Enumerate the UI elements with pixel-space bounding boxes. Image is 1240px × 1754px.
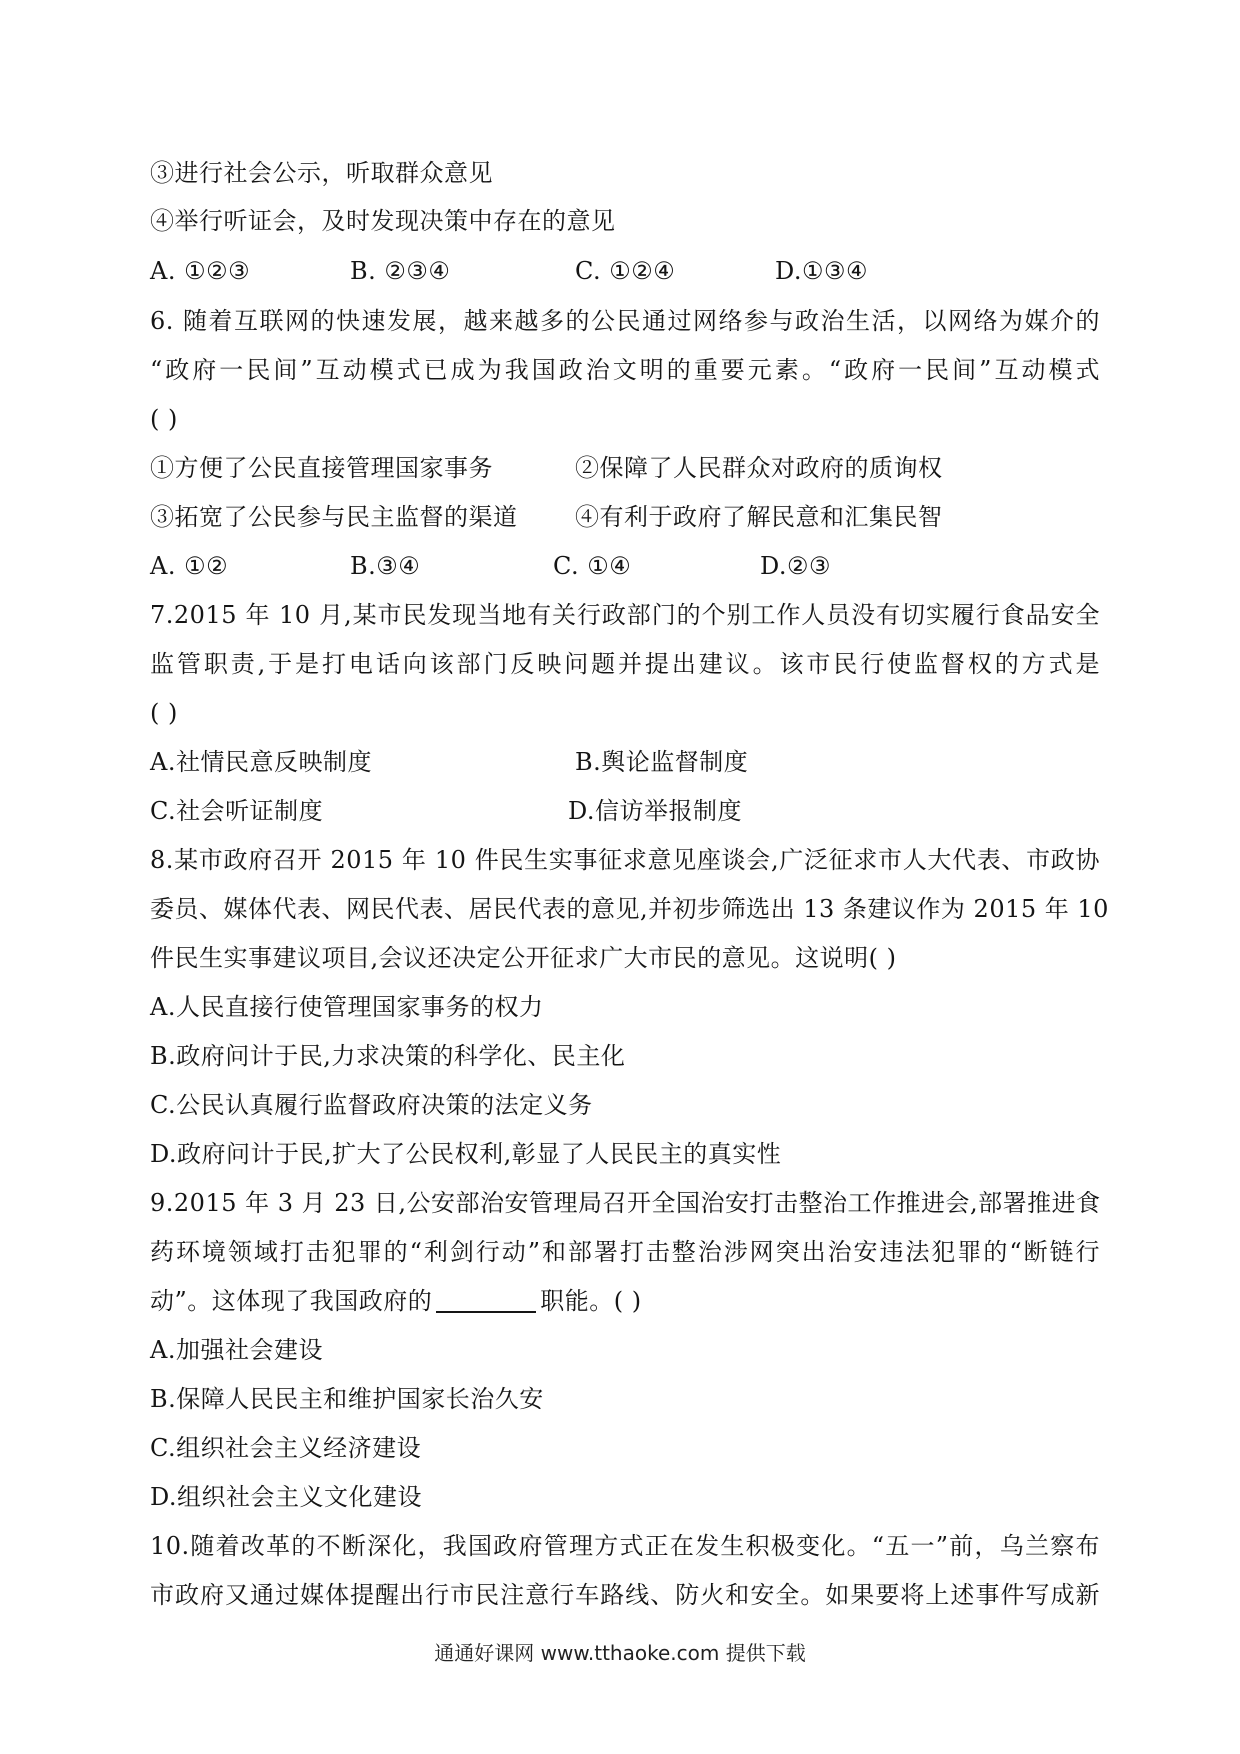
q6-item-1: ①方便了公民直接管理国家事务 [150, 454, 493, 482]
q9-option-c: C.组织社会主义经济建设 [150, 1434, 422, 1462]
q6-item-4: ④有利于政府了解民意和汇集民智 [575, 503, 943, 531]
q6-option-a: A. ①② [150, 552, 229, 580]
q7-option-a: A.社情民意反映制度 [150, 748, 372, 776]
page-footer: 通通好课网 www.tthaoke.com 提供下载 [434, 1641, 806, 1665]
q9-stem-line-2: 药环境领域打击犯罪的“利剑行动”和部署打击整治涉网突出治安违法犯罪的“断链行 [150, 1238, 1100, 1266]
q10-stem-line-1: 10.随着改革的不断深化，我国政府管理方式正在发生积极变化。“五一”前，乌兰察布 [150, 1532, 1100, 1560]
q6-stem-line-1: 6. 随着互联网的快速发展，越来越多的公民通过网络参与政治生活，以网络为媒介的 [150, 307, 1100, 335]
q7-answer-paren: ( ) [150, 699, 178, 727]
q5-item-3: ③进行社会公示，听取群众意见 [150, 159, 493, 187]
q10-stem-line-2: 市政府又通过媒体提醒出行市民注意行车路线、防火和安全。如果要将上述事件写成新 [150, 1581, 1100, 1609]
q6-answer-paren: ( ) [150, 405, 178, 433]
q6-option-b: B.③④ [350, 552, 421, 580]
q6-item-2: ②保障了人民群众对政府的质询权 [575, 454, 943, 482]
q9-option-d: D.组织社会主义文化建设 [150, 1483, 423, 1511]
q5-option-d: D.①③④ [775, 257, 869, 285]
q5-item-4: ④举行听证会，及时发现决策中存在的意见 [150, 207, 616, 235]
q9-stem-line-1: 9.2015 年 3 月 23 日,公安部治安管理局召开全国治安打击整治工作推进会,部署推进食 [150, 1189, 1101, 1217]
q8-option-a: A.人民直接行使管理国家事务的权力 [150, 993, 544, 1021]
q7-option-c: C.社会听证制度 [150, 797, 324, 825]
q9-option-a: A.加强社会建设 [150, 1336, 323, 1364]
q6-item-3: ③拓宽了公民参与民主监督的渠道 [150, 503, 518, 531]
q6-option-c: C. ①④ [553, 552, 632, 580]
q9-option-b: B.保障人民民主和维护国家长治久安 [150, 1385, 544, 1413]
q7-option-d: D.信访举报制度 [568, 797, 743, 825]
q7-option-b: B.舆论监督制度 [575, 748, 749, 776]
q8-option-c: C.公民认真履行监督政府决策的法定义务 [150, 1091, 593, 1119]
q9-stem-line-3 [150, 1286, 642, 1316]
q5-option-a: A. ①②③ [150, 257, 251, 285]
q5-option-c: C. ①②④ [575, 257, 676, 285]
q8-stem-line-3: 件民生实事建议项目,会议还决定公开征求广大市民的意见。这说明( ) [150, 944, 897, 972]
q7-stem-line-1: 7.2015 年 10 月,某市民发现当地有关行政部门的个别工作人员没有切实履行食品安全 [150, 601, 1100, 629]
q8-stem-line-2: 委员、媒体代表、网民代表、居民代表的意见,并初步筛选出 13 条建议作为 2015 年 10 [150, 895, 1109, 923]
q9-stem-after-blank: 职能。( ) [540, 1287, 642, 1315]
q9-stem-before-blank: 动”。这体现了我国政府的 [150, 1287, 433, 1315]
q7-stem-line-2: 监管职责,于是打电话向该部门反映问题并提出建议。该市民行使监督权的方式是 [150, 650, 1100, 678]
q8-option-d: D.政府问计于民,扩大了公民权利,彰显了人民民主的真实性 [150, 1140, 782, 1168]
q6-stem-line-2: “政府一民间”互动模式已成为我国政治文明的重要元素。“政府一民间”互动模式 [150, 356, 1100, 384]
q8-option-b: B.政府问计于民,力求决策的科学化、民主化 [150, 1042, 626, 1070]
q6-option-d: D.②③ [760, 552, 832, 580]
q8-stem-line-1: 8.某市政府召开 2015 年 10 件民生实事征求意见座谈会,广泛征求市人大代表、市政协 [150, 846, 1100, 874]
q9-fill-blank [436, 1287, 536, 1313]
q5-option-b: B. ②③④ [350, 257, 451, 285]
